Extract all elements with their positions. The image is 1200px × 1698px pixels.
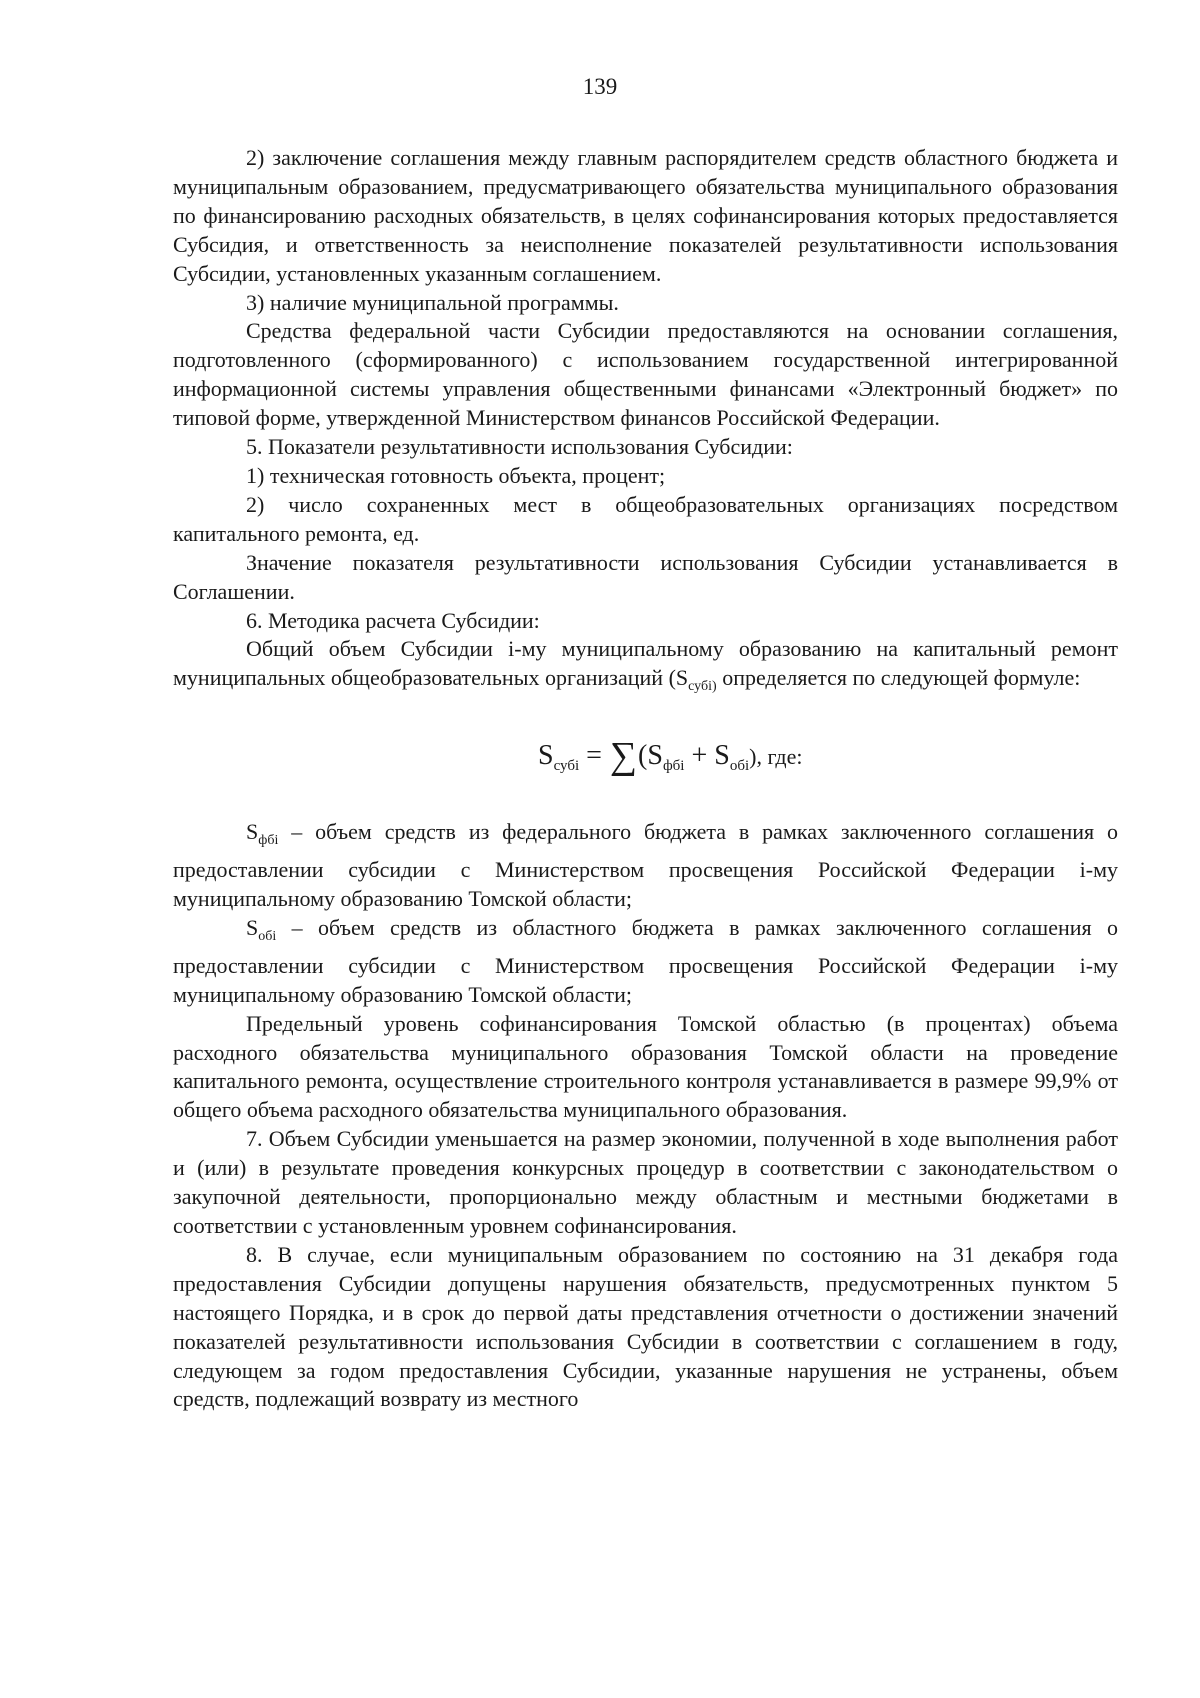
paragraph-indicator-places: 2) число сохраненных мест в общеобразовательных организациях посредством капитального ремонта, ед. (173, 491, 1118, 546)
total-subsidy-text-end: определяется по следующей формуле: (716, 665, 1081, 691)
formula-s-letter: S (538, 740, 554, 772)
subsidy-formula (538, 735, 803, 784)
subsidy-symbol (675, 665, 717, 695)
federal-symbol (246, 819, 279, 849)
symbol-subscript: фбi (258, 833, 279, 849)
paragraph-federal-funds: Средства федеральной части Субсидии предоставляются на основании соглашения, подготовленного (сформированного) с использованием государственной интегрированной информационной системы управления общественными финансами «Электронный бюджет» по типовой форме, утвержденной Министерством финансов Российской Федерации. (173, 318, 1118, 431)
paragraph-section-8: 8. В случае, если муниципальным образованием по состоянию на 31 декабря года предоставления Субсидии допущены нарушения обязательств, предусмотренных пунктом 5 настоящего Порядка, и в срок до первой даты представления отчетности о достижении значений показателей результативности использования Субсидии в соответствии с соглашением в году, следующем за годом предоставления Субсидии, указанные нарушения не устранены, объем средств, подлежащий возврату из местного (173, 1241, 1118, 1412)
paragraph-section-6-heading: 6. Методика расчета Субсидии: (246, 607, 540, 633)
sum-symbol: ∑ (609, 735, 638, 778)
symbol-letter: S (675, 665, 689, 691)
regional-definition-text: – объем средств из областного бюджета в рамках заключенного соглашения о предоставлении субсидии с Министерством просвещения Российской Федерации i-му муниципальному образованию Томской области; (173, 914, 1118, 1007)
paragraph-indicator-readiness: 1) техническая готовность объекта, процент; (246, 462, 666, 488)
paragraph-section-5-heading: 5. Показатели результативности использования Субсидии: (246, 434, 793, 460)
page-number: 139 (582, 74, 618, 99)
paragraph-section-7: 7. Объем Субсидии уменьшается на размер экономии, полученной в ходе выполнения работ и (или) в результате проведения конкурсных процедур в соответствии с законодательством о закупочной деятельности, пропорционально между областным и местными бюджетами в соответствии с установленным уровнем софинансирования. (173, 1126, 1118, 1238)
formula-sub-obi: обi (729, 758, 750, 775)
formula-block (173, 702, 1118, 818)
formula-sub-fbi: фбi (662, 758, 685, 775)
paragraph-municipal-program: 3) наличие муниципальной программы. (246, 289, 619, 315)
symbol-letter: S (246, 914, 259, 940)
formula-sub-subi: субi (553, 758, 580, 775)
symbol-letter: S (246, 819, 259, 845)
formula-s-ob-letter: S (714, 740, 730, 772)
paragraph-indicator-value: Значение показателя результативности использования Субсидии устанавливается в Соглашении. (173, 549, 1118, 604)
total-subsidy-text-start: Общий объем Субсидии i-му муниципальному образованию на капитальный ремонт муниципальных общеобразовательных организаций ( (173, 636, 1118, 691)
federal-definition-text: – объем средств из федерального бюджета в рамках заключенного соглашения о предоставлении субсидии с Министерством просвещения Российской Федерации i-му муниципальному образованию Томской области; (173, 819, 1118, 912)
document-body (173, 144, 1118, 1414)
symbol-subscript: субi) (688, 679, 717, 695)
paragraph-federal-budget-definition (173, 818, 1118, 914)
formula-tail: ), где: (749, 744, 803, 770)
regional-symbol (246, 914, 277, 944)
paragraph-cofinancing-level: Предельный уровень софинансирования Томской областью (в процентах) объема расходного обязательства муниципального образования Томской области на проведение капитального ремонта, осуществление строительного контроля устанавливается в размере 99,9% от общего объема расходного обязательства муниципального образования. (173, 1010, 1118, 1123)
formula-open-paren: ( (638, 740, 648, 772)
paragraph-regional-budget-definition (173, 914, 1118, 1010)
formula-equals: = (579, 740, 609, 772)
formula-plus: + (684, 740, 715, 772)
formula-s-fb-letter: S (647, 740, 663, 772)
symbol-subscript: обi (258, 928, 277, 944)
paragraph-agreement-condition: 2) заключение соглашения между главным распорядителем средств областного бюджета и муниципальным образованием, предусматривающего обязательства муниципального образования по финансированию расходных обязательств, в целях софинансирования которых предоставляется Субсидия, и ответственность за неисполнение показателей результативности использования Субсидии, установленных указанным соглашением. (173, 145, 1118, 286)
paragraph-total-subsidy (173, 635, 1118, 702)
